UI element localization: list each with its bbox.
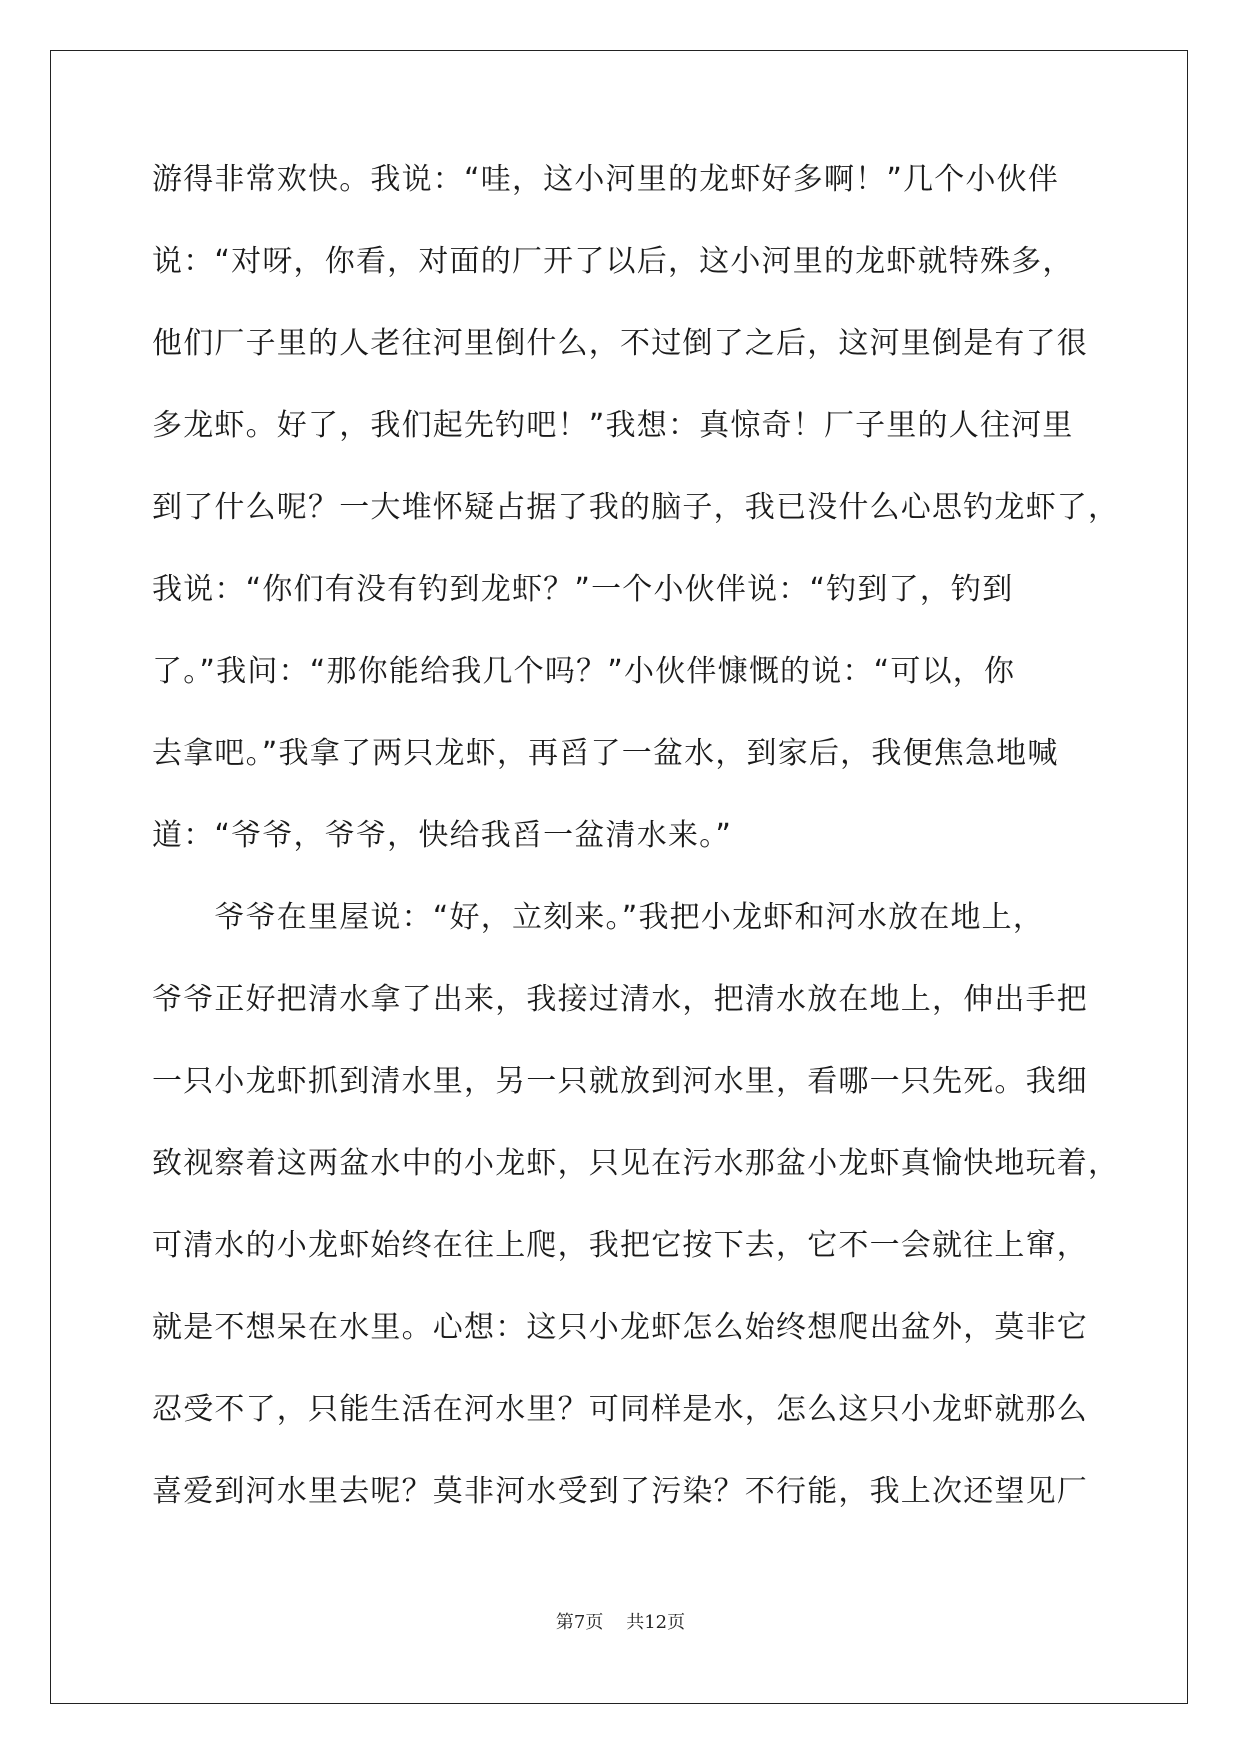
- text-line: 忍受不了，只能生活在河水里？可同样是水，怎么这只小龙虾就那么: [152, 1392, 1088, 1427]
- text-line: 喜爱到河水里去呢？莫非河水受到了污染？不行能，我上次还望见厂: [152, 1474, 1088, 1509]
- page-number: 第7页: [555, 1612, 604, 1633]
- text-line: 他们厂子里的人老往河里倒什么，不过倒了之后，这河里倒是有了很: [152, 326, 1088, 361]
- text-line: 致视察着这两盆水中的小龙虾，只见在污水那盆小龙虾真愉快地玩着，: [152, 1146, 1120, 1181]
- text-line: 了。”我问：“那你能给我几个吗？”小伙伴慷慨的说：“可以，你: [152, 654, 1016, 689]
- text-line: 去拿吧。”我拿了两只龙虾，再舀了一盆水，到家后，我便焦急地喊: [152, 736, 1059, 771]
- text-line: 一只小龙虾抓到清水里，另一只就放到河水里，看哪一只先死。我细: [152, 1064, 1088, 1099]
- text-line: 说：“对呀，你看，对面的厂开了以后，这小河里的龙虾就特殊多，: [152, 244, 1074, 279]
- text-line: 就是不想呆在水里。心想：这只小龙虾怎么始终想爬出盆外，莫非它: [152, 1310, 1088, 1345]
- document-body: [152, 160, 1120, 1554]
- text-line: 道：“爷爷，爷爷，快给我舀一盆清水来。”: [152, 818, 733, 853]
- page-footer: [0, 1608, 1241, 1634]
- page-total: 共12页: [626, 1612, 686, 1633]
- text-line: 爷爷在里屋说：“好，立刻来。”我把小龙虾和河水放在地上，: [152, 900, 1045, 935]
- text-line: 我说：“你们有没有钓到龙虾？”一个小伙伴说：“钓到了，钓到: [152, 572, 1014, 607]
- text-line: 游得非常欢快。我说：“哇，这小河里的龙虾好多啊！”几个小伙伴: [152, 162, 1060, 197]
- text-line: 到了什么呢？一大堆怀疑占据了我的脑子，我已没什么心思钓龙虾了，: [152, 490, 1120, 525]
- text-line: 爷爷正好把清水拿了出来，我接过清水，把清水放在地上，伸出手把: [152, 982, 1088, 1017]
- text-line: 多龙虾。好了，我们起先钓吧！”我想：真惊奇！厂子里的人往河里: [152, 408, 1074, 443]
- text-line: 可清水的小龙虾始终在往上爬，我把它按下去，它不一会就往上窜，: [152, 1228, 1088, 1263]
